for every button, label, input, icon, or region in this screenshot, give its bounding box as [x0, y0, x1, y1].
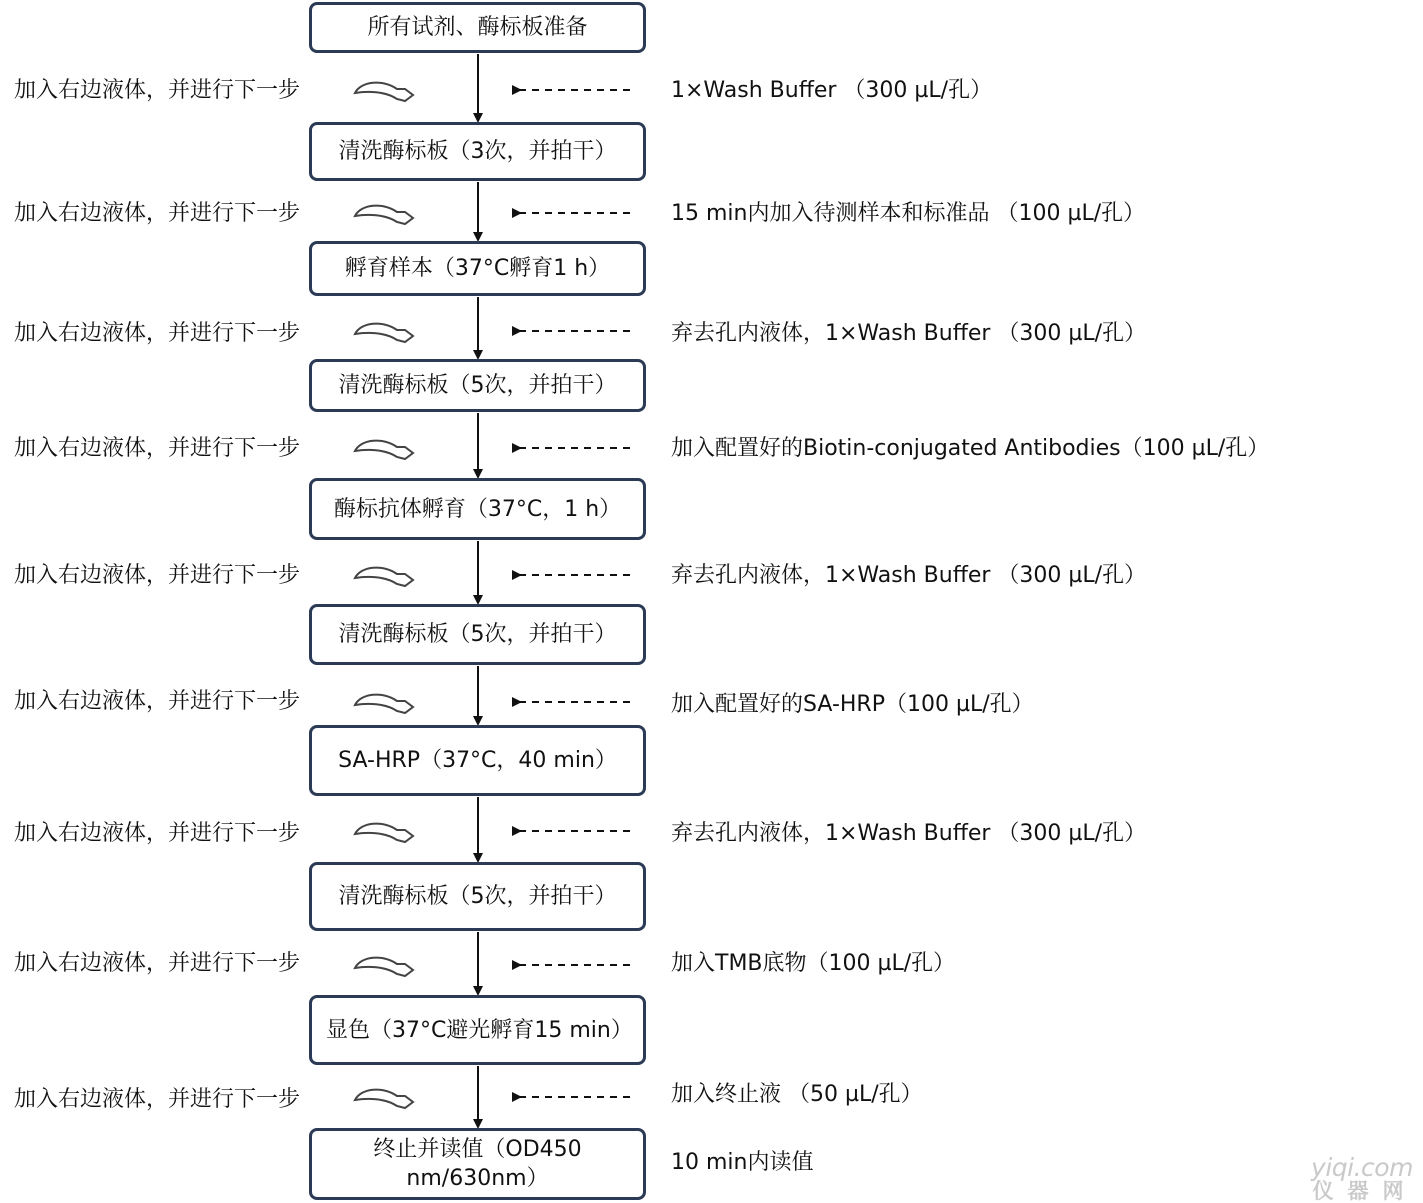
reagent-note-4: 加入配置好的Biotin-conjugated Antibodies（100 µL/孔）: [671, 436, 1270, 461]
watermark-site-name: 仪器网: [1312, 1179, 1418, 1203]
reagent-note-8: 加入TMB底物（100 µL/孔）: [671, 951, 956, 976]
curved-arrow-shape: [355, 1090, 413, 1108]
curved-arrow-shape: [355, 568, 413, 586]
reagent-note-6: 加入配置好的SA-HRP（100 µL/孔）: [671, 692, 1034, 717]
left-instruction-4: 加入右边液体，并进行下一步: [14, 436, 301, 461]
curved-arrow-icon-6: [355, 695, 413, 713]
left-instruction-9: 加入右边液体，并进行下一步: [14, 1087, 301, 1112]
left-instruction-3: 加入右边液体，并进行下一步: [14, 321, 301, 346]
step-box-2: 清洗酶标板（3次，并拍干）: [309, 122, 646, 181]
curved-arrow-shape: [355, 206, 413, 224]
step-box-9: 显色（37°C避光孵育15 min）: [309, 995, 646, 1065]
curved-arrow-icon-9: [355, 1090, 413, 1108]
step-box-6: 清洗酶标板（5次，并拍干）: [309, 604, 646, 665]
curved-arrow-icon-2: [355, 206, 413, 224]
step-box-3: 孵育样本（37°C孵育1 h）: [309, 241, 646, 296]
curved-arrow-shape: [355, 83, 413, 101]
left-instruction-7: 加入右边液体，并进行下一步: [14, 821, 301, 846]
curved-arrow-shape: [355, 958, 413, 976]
reagent-note-3: 弃去孔内液体，1×Wash Buffer （300 µL/孔）: [671, 321, 1147, 346]
curved-arrow-icon-3: [355, 324, 413, 342]
left-instruction-6: 加入右边液体，并进行下一步: [14, 689, 301, 714]
reagent-note-7: 弃去孔内液体，1×Wash Buffer （300 µL/孔）: [671, 821, 1147, 846]
curved-arrow-icon-1: [355, 83, 413, 101]
step-box-4: 清洗酶标板（5次，并拍干）: [309, 359, 646, 412]
left-instruction-8: 加入右边液体，并进行下一步: [14, 951, 301, 976]
curved-arrow-icon-8: [355, 958, 413, 976]
curved-arrow-shape: [355, 324, 413, 342]
curved-arrow-icon-7: [355, 824, 413, 842]
step-box-8: 清洗酶标板（5次，并拍干）: [309, 862, 646, 931]
watermark-domain: yiqi.com: [1311, 1153, 1413, 1182]
reagent-note-5: 弃去孔内液体，1×Wash Buffer （300 µL/孔）: [671, 563, 1147, 588]
reagent-note-1: 1×Wash Buffer （300 µL/孔）: [671, 78, 993, 103]
step-box-5: 酶标抗体孵育（37°C，1 h）: [309, 478, 646, 540]
reagent-note-9: 加入终止液 （50 µL/孔）: [671, 1082, 923, 1107]
curved-arrow-icon-4: [355, 441, 413, 459]
curved-arrow-icon-5: [355, 568, 413, 586]
curved-arrow-shape: [355, 824, 413, 842]
step-box-10: 终止并读值（OD450 nm/630nm）: [309, 1128, 646, 1200]
step-box-7: SA-HRP（37°C，40 min）: [309, 725, 646, 796]
curved-arrow-shape: [355, 695, 413, 713]
curved-arrow-shape: [355, 441, 413, 459]
site-watermark: [1303, 1153, 1421, 1203]
step-box-1: 所有试剂、酶标板准备: [309, 2, 646, 53]
left-instruction-2: 加入右边液体，并进行下一步: [14, 201, 301, 226]
final-read-note: 10 min内读值: [671, 1150, 814, 1175]
left-instruction-5: 加入右边液体，并进行下一步: [14, 563, 301, 588]
left-instruction-1: 加入右边液体，并进行下一步: [14, 78, 301, 103]
reagent-note-2: 15 min内加入待测样本和标准品 （100 µL/孔）: [671, 201, 1146, 226]
